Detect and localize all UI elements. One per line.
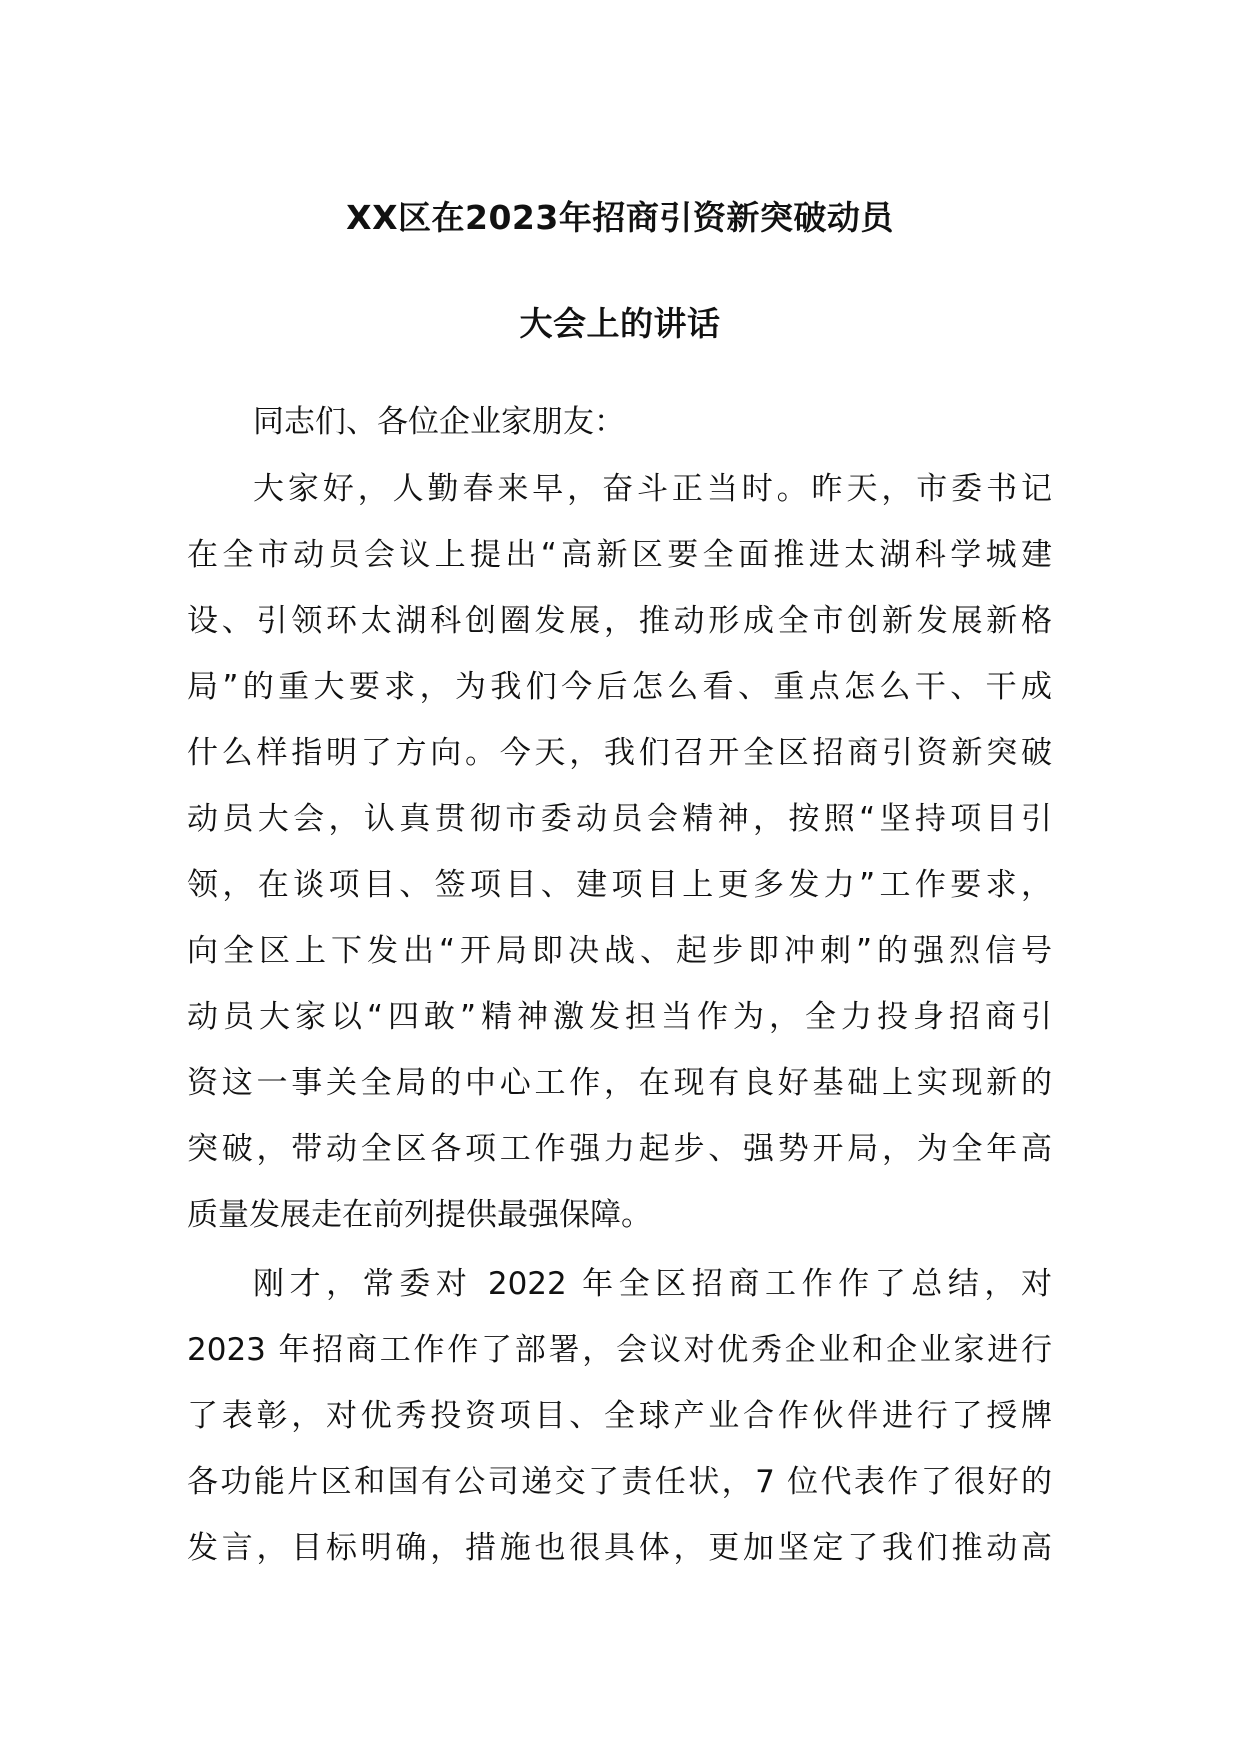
paragraph-line: 动员大家以“四敢”精神激发担当作为，全力投身招商引 <box>187 999 1052 1035</box>
paragraph-line: 发言，目标明确，措施也很具体，更加坚定了我们推动高 <box>187 1530 1052 1566</box>
paragraph-line: 各功能片区和国有公司递交了责任状，7 位代表作了很好的 <box>187 1464 1052 1500</box>
paragraph-line: 刚才，常委对 2022 年全区招商工作作了总结，对 <box>253 1266 1052 1302</box>
paragraph-line: 什么样指明了方向。今天，我们召开全区招商引资新突破 <box>187 735 1052 771</box>
paragraph-line: 局”的重大要求，为我们今后怎么看、重点怎么干、干成 <box>187 669 1052 705</box>
paragraph-line: 质量发展走在前列提供最强保障。 <box>187 1197 652 1233</box>
document-title-line-1: XX区在2023年招商引资新突破动员 <box>346 198 894 237</box>
paragraph-line: 设、引领环太湖科创圈发展，推动形成全市创新发展新格 <box>187 603 1052 639</box>
paragraph-line: 向全区上下发出“开局即决战、起步即冲刺”的强烈信号 <box>187 933 1052 969</box>
salutation: 同志们、各位企业家朋友： <box>253 404 625 440</box>
paragraph-line: 了表彰，对优秀投资项目、全球产业合作伙伴进行了授牌 <box>187 1398 1052 1434</box>
paragraph-line: 2023 年招商工作作了部署，会议对优秀企业和企业家进行 <box>187 1332 1052 1368</box>
paragraph-line: 大家好，人勤春来早，奋斗正当时。昨天，市委书记 <box>253 471 1052 507</box>
document-title-line-2: 大会上的讲话 <box>519 304 721 343</box>
paragraph-line: 在全市动员会议上提出“高新区要全面推进太湖科学城建 <box>187 537 1052 573</box>
paragraph-line: 资这一事关全局的中心工作，在现有良好基础上实现新的 <box>187 1065 1052 1101</box>
paragraph-line: 动员大会，认真贯彻市委动员会精神，按照“坚持项目引 <box>187 801 1052 837</box>
paragraph-line: 领，在谈项目、签项目、建项目上更多发力”工作要求， <box>187 867 1052 903</box>
paragraph-line: 突破，带动全区各项工作强力起步、强势开局，为全年高 <box>187 1131 1052 1167</box>
